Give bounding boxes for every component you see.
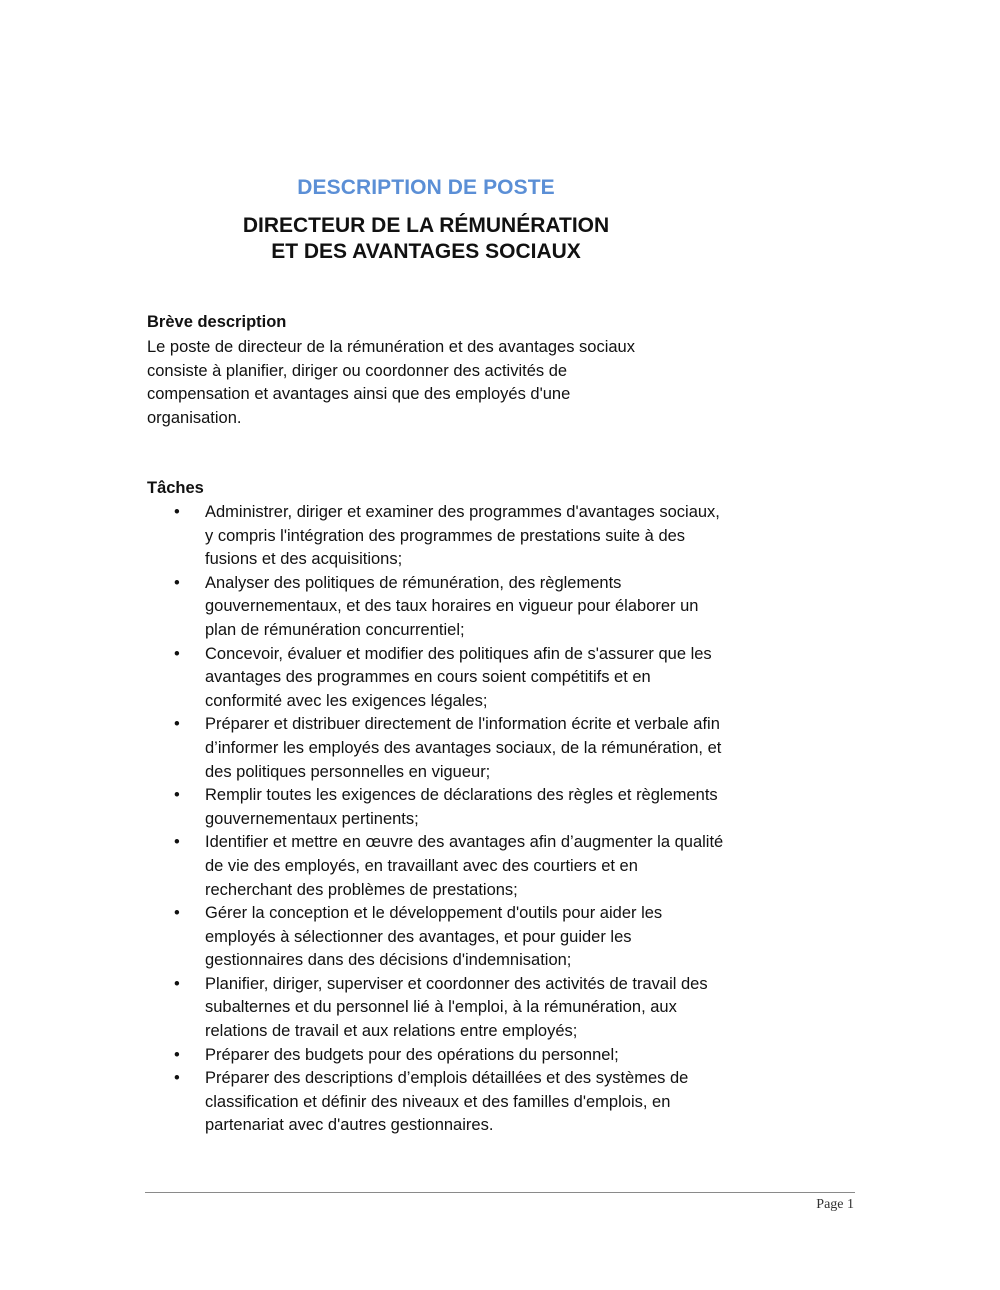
bullet-icon: • <box>174 1045 180 1064</box>
bullet-icon: • <box>174 904 180 923</box>
bullet-icon: • <box>174 786 180 805</box>
task-list <box>147 501 727 1138</box>
bullet-icon: • <box>174 833 180 852</box>
summary-line: compensation et avantages ainsi que des employés d'une <box>147 385 571 404</box>
task-item <box>147 784 727 831</box>
summary-heading: Brève description <box>147 313 287 331</box>
task-text: Administrer, diriger et examiner des programmes d'avantages sociaux, y compris l'intégration des programmes de prestations suite à des fusions et des acquisitions; <box>205 503 720 569</box>
summary-line: consiste à planifier, diriger ou coordonner des activités de <box>147 361 568 380</box>
bullet-icon: • <box>174 974 180 993</box>
task-item <box>147 902 727 973</box>
summary-line: organisation. <box>147 408 242 427</box>
task-item <box>147 501 727 572</box>
job-title <box>0 213 852 265</box>
task-item <box>147 713 727 784</box>
page-number: Page 1 <box>816 1197 854 1212</box>
task-text: Préparer des descriptions d’emplois détaillées et des systèmes de classification et définir des niveaux et des familles d'emplois, en partenariat avec d'autres gestionnaires. <box>205 1069 689 1135</box>
summary-paragraph <box>147 336 707 430</box>
task-text: Préparer des budgets pour des opérations du personnel; <box>205 1045 619 1064</box>
bullet-icon: • <box>174 503 180 521</box>
task-item <box>147 572 727 643</box>
task-text: Planifier, diriger, superviser et coordonner des activités de travail des subalternes et du personnel lié à l'emploi, à la rémunération, aux relations de travail et aux relations entre employés; <box>205 974 708 1041</box>
tasks-heading: Tâches <box>147 479 204 497</box>
task-text: Analyser des politiques de rémunération, des règlements gouvernementaux, et des taux horaires en vigueur pour élaborer un plan de rémunération concurrentiel; <box>205 573 699 639</box>
task-item <box>147 973 727 1044</box>
job-title-line-1: DIRECTEUR DE LA RÉMUNÉRATION <box>242 214 610 237</box>
task-text: Concevoir, évaluer et modifier des politiques afin de s'assurer que les avantages des programmes en cours soient compétitifs et en conformité avec les exigences légales; <box>205 644 712 710</box>
bullet-icon: • <box>174 1069 180 1088</box>
task-item <box>147 1044 727 1068</box>
footer-divider <box>145 1192 855 1193</box>
task-text: Gérer la conception et le développement d'outils pour aider les employés à sélectionner des avantages, et pour guider les gestionnaires dans des décisions d'indemnisation; <box>205 904 663 970</box>
bullet-icon: • <box>174 644 180 663</box>
summary-line: Le poste de directeur de la rémunération et des avantages sociaux <box>147 338 635 356</box>
task-item <box>147 831 727 902</box>
task-text: Préparer et distribuer directement de l'information écrite et verbale afin d’informer les employés des avantages sociaux, de la rémunération, et des politiques personnelles en vigueur; <box>205 715 722 781</box>
task-text: Remplir toutes les exigences de déclarations des règles et règlements gouvernementaux pertinents; <box>205 786 718 828</box>
bullet-icon: • <box>174 573 180 592</box>
document-type-label: DESCRIPTION DE POSTE <box>297 176 555 199</box>
bullet-icon: • <box>174 715 180 734</box>
task-item <box>147 643 727 714</box>
task-text: Identifier et mettre en œuvre des avantages afin d’augmenter la qualité de vie des employés, en travaillant avec des courtiers et en recherchant des problèmes de prestations; <box>205 833 724 899</box>
task-item <box>147 1067 727 1138</box>
job-title-line-2: ET DES AVANTAGES SOCIAUX <box>271 240 581 263</box>
